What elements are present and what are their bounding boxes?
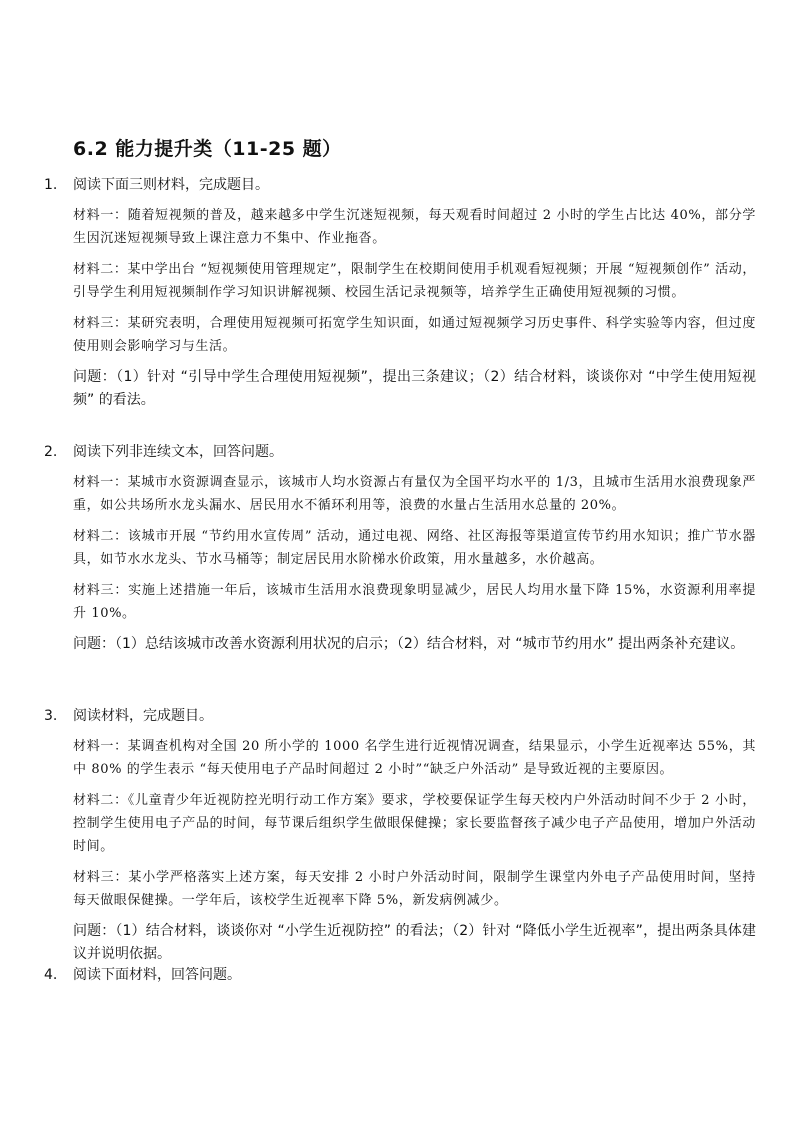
question-header — [44, 174, 756, 196]
material-paragraph: 材料二：该城市开展 “节约用水宣传周” 活动，通过电视、网络、社区海报等渠道宣传节约用水知识；推广节水器具，如节水水龙头、节水马桶等；制定居民用水阶梯水价政策，用水量越多，水价越高。 — [73, 529, 756, 567]
material-paragraph: 材料一：某城市水资源调查显示，该城市人均水资源占有量仅为全国平均水平的 1/3，且城市生活用水浪费现象严重，如公共场所水龙头漏水、居民用水不循环利用等，浪费的水量占生活用水总量的 20%。 — [73, 475, 756, 513]
question-number: 1. — [44, 177, 58, 193]
question-text: 问题：（1）针对 “引导中学生合理使用短视频”，提出三条建议；（2）结合材料，谈谈你对 “中学生使用短视频” 的看法。 — [73, 369, 756, 408]
question-item — [44, 441, 756, 656]
material-paragraph: 材料三：某小学严格落实上述方案，每天安排 2 小时户外活动时间，限制学生课堂内外电子产品使用时间，坚持每天做眼保健操。一学年后，该校学生近视率下降 5%，新发病例减少。 — [73, 870, 756, 908]
question-prompt: 阅读下列非连续文本，回答问题。 — [73, 444, 283, 460]
question-number: 2. — [44, 444, 58, 460]
material-paragraph: 材料一：某调查机构对全国 20 所小学的 1000 名学生进行近视情况调查，结果显示，小学生近视率达 55%，其中 80% 的学生表示 “每天使用电子产品时间超过 2 小时”“缺乏户外活动” 是导致近视的主要原因。 — [73, 739, 756, 777]
question-text: 问题：（1）总结该城市改善水资源利用状况的启示；（2）结合材料，对 “城市节约用水” 提出两条补充建议。 — [73, 636, 745, 652]
question-header — [44, 441, 756, 463]
material-paragraph: 材料一：随着短视频的普及，越来越多中学生沉迷短视频，每天观看时间超过 2 小时的学生占比达 40%，部分学生因沉迷短视频导致上课注意力不集中、作业拖沓。 — [73, 208, 756, 246]
question-number: 4. — [44, 967, 58, 983]
material-paragraph: 材料三：某研究表明，合理使用短视频可拓宽学生知识面，如通过短视频学习历史事件、科学实验等内容，但过度使用则会影响学习与生活。 — [73, 316, 756, 354]
question-header — [44, 705, 756, 727]
question-prompt: 阅读下面材料，回答问题。 — [73, 967, 241, 983]
question-item — [44, 174, 756, 412]
section-heading: 6.2 能力提升类（11-25 题） — [73, 138, 342, 160]
material-paragraph: 材料三：实施上述措施一年后，该城市生活用水浪费现象明显减少，居民人均用水量下降 15%，水资源利用率提升 10%。 — [73, 583, 756, 621]
question-prompt: 阅读材料，完成题目。 — [73, 708, 213, 724]
question-header — [44, 964, 756, 986]
material-paragraph: 材料二：《儿童青少年近视防控光明行动工作方案》要求，学校要保证学生每天校内户外活动时间不少于 2 小时，控制学生使用电子产品的时间，每节课后组织学生做眼保健操；家长要监督孩子减少电子产品使用，增加户外活动时间。 — [73, 793, 756, 854]
material-paragraph: 材料二：某中学出台 “短视频使用管理规定”，限制学生在校期间使用手机观看短视频；开展 “短视频创作” 活动，引导学生利用短视频制作学习知识讲解视频、校园生活记录视频等，培养学生正确使用短视频的习惯。 — [73, 262, 756, 300]
question-text: 问题：（1）结合材料，谈谈你对 “小学生近视防控” 的看法；（2）针对 “降低小学生近视率”，提出两条具体建议并说明依据。 — [73, 923, 756, 962]
question-number: 3. — [44, 708, 58, 724]
question-item — [44, 964, 756, 986]
question-prompt: 阅读下面三则材料，完成题目。 — [73, 177, 269, 193]
question-item — [44, 705, 756, 966]
